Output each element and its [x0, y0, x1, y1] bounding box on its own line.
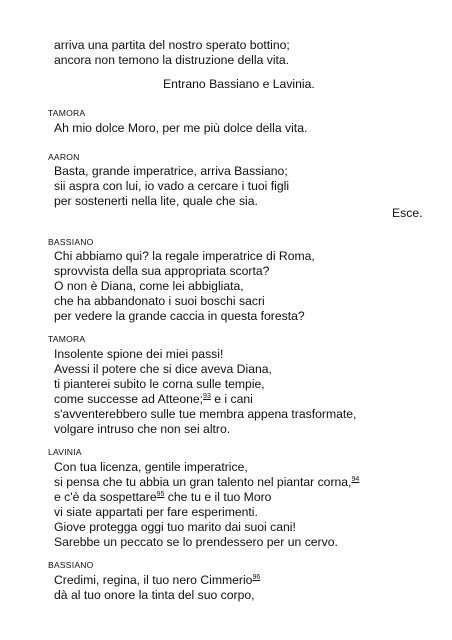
verse-line — [54, 490, 271, 505]
verse-line: vi siate appartati per fare esperimenti. — [54, 505, 258, 519]
verse-line: s'avventerebbero sulle tue membra appena trasformate, — [54, 407, 357, 421]
verse-line — [54, 573, 260, 588]
verse-text: si pensa che tu abbia un gran talento nel piantar corna, — [54, 475, 352, 489]
verse-line: ti pianterei subito le corna sulle tempie, — [54, 377, 265, 391]
verse-line: Ah mio dolce Moro, per me più dolce della vita. — [54, 121, 308, 135]
speaker-name: TAMORA — [48, 108, 86, 118]
speaker-name: AARON — [48, 152, 80, 162]
verse-line: volgare intruso che non sei altro. — [54, 422, 231, 436]
verse-line: per sostenerti nella lite, quale che sia. — [54, 194, 258, 208]
verse-text: che tu e il tuo Moro — [164, 490, 272, 504]
footnote-ref[interactable]: 94 — [351, 476, 360, 483]
verse-line: sprovvista della sua appropriata scorta? — [54, 264, 270, 278]
verse-line: arriva una partita del nostro sperato bottino; — [54, 38, 290, 52]
verse-line: Insolente spione dei miei passi! — [54, 347, 224, 361]
verse-line: O non è Diana, come lei abbigliata, — [54, 279, 244, 293]
verse-line: Giove protegga oggi tuo marito dai suoi cani! — [54, 520, 296, 534]
speaker-name: LAVINIA — [48, 447, 82, 457]
verse-text: e c'è da sospettare — [54, 490, 157, 504]
verse-line: dà al tuo onore la tinta del suo corpo, — [54, 588, 255, 602]
verse-line — [54, 475, 359, 490]
verse-line: sii aspra con lui, io vado a cercare i tuoi figli — [54, 179, 290, 193]
speaker-name: BASSIANO — [48, 237, 94, 247]
verse-line: Sarebbe un peccato se lo prendessero per un cervo. — [54, 535, 338, 549]
verse-line: ancora non temono la distruzione della vita. — [54, 53, 290, 67]
verse-line: Basta, grande imperatrice, arriva Bassiano; — [54, 164, 288, 178]
speaker-name: BASSIANO — [48, 560, 94, 570]
stage-direction-enter: Entrano Bassiano e Lavinia. — [163, 77, 315, 91]
verse-line: che ha abbandonato i suoi boschi sacri — [54, 294, 265, 308]
footnote-ref[interactable]: 93 — [203, 393, 211, 400]
verse-line: Avessi il potere che si dice aveva Diana, — [54, 362, 272, 376]
verse-line: per vedere la grande caccia in questa foresta? — [54, 309, 305, 323]
verse-text: e i cani — [210, 392, 253, 406]
verse-line: Con tua licenza, gentile imperatrice, — [54, 460, 248, 474]
speaker-name: TAMORA — [48, 334, 86, 344]
footnote-ref[interactable]: 95 — [156, 491, 165, 498]
footnote-ref[interactable]: 96 — [252, 574, 261, 581]
verse-line — [54, 392, 253, 407]
verse-text: Credimi, regina, il tuo nero Cimmerio — [54, 573, 253, 587]
verse-line: Chi abbiamo qui? la regale imperatrice di Roma, — [54, 249, 315, 263]
verse-text: come successe ad Atteone; — [54, 392, 204, 406]
stage-direction-exit: Esce. — [392, 206, 423, 220]
